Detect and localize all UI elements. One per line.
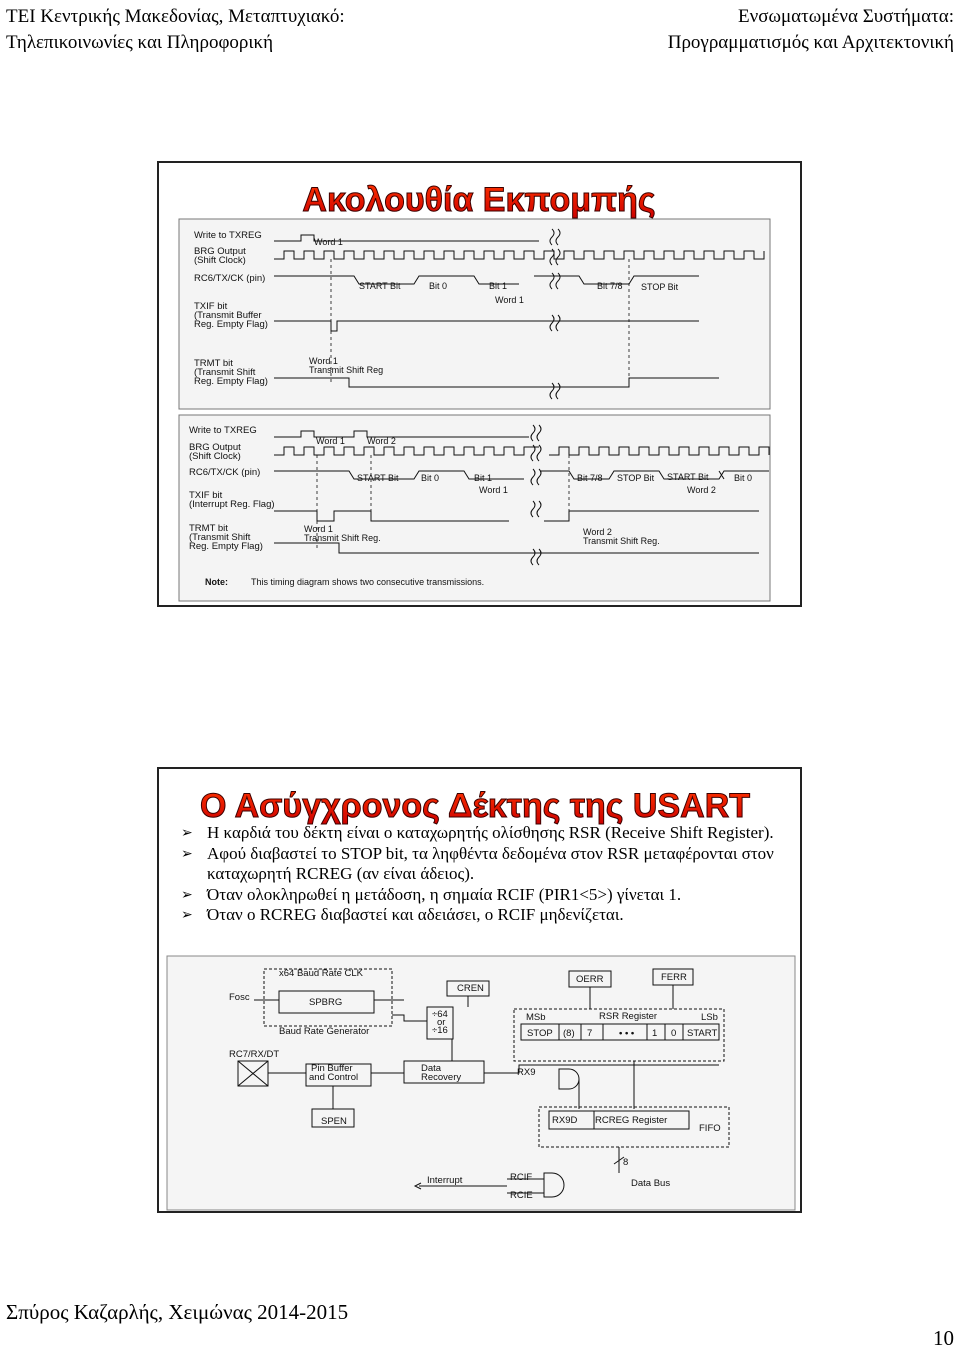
- label-data-recovery-2: Recovery: [421, 1072, 462, 1083]
- header-right-line1: Ενσωματωμένα Συστήματα:: [738, 6, 954, 27]
- label-spbrg: SPBRG: [309, 997, 343, 1008]
- header-left: [6, 4, 345, 56]
- label-spen: SPEN: [321, 1116, 347, 1127]
- sig2-trmt: TRMT bit: [189, 523, 228, 534]
- label-bus-width-8: 8: [623, 1157, 629, 1168]
- note-text: This timing diagram shows two consecutive transmissions.: [251, 577, 485, 587]
- arrow-bullet-icon: ➢: [181, 825, 193, 841]
- rsr-bit-stop: STOP: [527, 1028, 553, 1039]
- bullet-item: [177, 885, 792, 906]
- label-fifo: FIFO: [699, 1123, 721, 1134]
- header-left-line1: ΤΕΙ Κεντρικής Μακεδονίας, Μεταπτυχιακό:: [6, 6, 345, 27]
- arrow-bullet-icon: ➢: [181, 907, 193, 923]
- slide-transmit-sequence: [157, 161, 802, 607]
- label-bit0: Bit 0: [429, 281, 448, 291]
- sig2-trmt-3: Reg. Empty Flag): [189, 541, 263, 552]
- label2-word2-below: Word 2: [687, 485, 716, 495]
- rsr-bit-7: 7: [587, 1028, 593, 1039]
- rsr-bit-start: START: [687, 1028, 718, 1039]
- label2-trmt-shift2: Transmit Shift Reg.: [583, 536, 660, 546]
- sig-txif-3: Reg. Empty Flag): [194, 319, 268, 330]
- rsr-bit-0: 0: [671, 1028, 677, 1039]
- bullet-item: [177, 905, 792, 926]
- timing-diagram-single: [179, 219, 770, 409]
- label2-start-bit: START Bit: [357, 473, 399, 483]
- footer-author: Σπύρος Καζαρλής, Χειμώνας 2014-2015: [6, 1300, 349, 1324]
- sig2-txif-2: (Interrupt Reg. Flag): [189, 499, 275, 510]
- note-label: Note:: [205, 577, 228, 587]
- bullet-text-3: Όταν ολοκληρωθεί η μετάδοση, η σημαία RCIF (PIR1<5>) γίνεται 1.: [207, 884, 682, 904]
- slide2-bullet-list: [177, 823, 792, 926]
- label2-bit78: Bit 7/8: [577, 473, 603, 483]
- sig2-write-txreg: Write to TXREG: [189, 425, 257, 436]
- bullet-text-2: Αφού διαβαστεί το STOP bit, τα ληφθέντα δεδομένα στον RSR μεταφέρονται στον καταχωρητή RCREG (αν είναι άδειος).: [207, 843, 774, 883]
- usart-receiver-block-diagram: [167, 956, 795, 1210]
- label-rcreg-register: RCREG Register: [595, 1115, 668, 1126]
- bullet-item: [177, 844, 792, 885]
- sig-tx-pin: RC6/TX/CK (pin): [194, 273, 266, 284]
- label2-trmt-word2: Word 2: [583, 527, 612, 537]
- label-rx-pin: RC7/RX/DT: [229, 1049, 280, 1060]
- sig2-brg-output: BRG Output: [189, 442, 241, 453]
- sig-brg-output: BRG Output: [194, 246, 246, 257]
- label-rcif: RCIF: [510, 1172, 533, 1183]
- rsr-bit-dots: • • •: [619, 1028, 635, 1039]
- label2-word1-below: Word 1: [479, 485, 508, 495]
- label-ferr: FERR: [661, 972, 687, 983]
- sig-trmt-3: Reg. Empty Flag): [194, 376, 268, 387]
- label2-start-bit2: START Bit: [667, 472, 709, 482]
- label2-word2: Word 2: [367, 436, 396, 446]
- bullet-text-1: Η καρδιά του δέκτη είναι ο καταχωρητής ολίσθησης RSR (Receive Shift Register).: [207, 823, 774, 842]
- label-interrupt: Interrupt: [427, 1175, 463, 1186]
- label-rx9d: RX9D: [552, 1115, 578, 1126]
- slide2-title: Ο Ασύγχρονος Δέκτης της USART: [199, 787, 751, 825]
- header-right: [668, 4, 954, 56]
- label-word1: Word 1: [314, 237, 343, 247]
- label-rx9: RX9: [517, 1067, 536, 1078]
- label-lsb: LSb: [701, 1012, 718, 1023]
- label-start-bit: START Bit: [359, 281, 401, 291]
- label-rcie: RCIE: [510, 1190, 533, 1201]
- arrow-bullet-icon: ➢: [181, 845, 193, 862]
- sig-trmt-2: (Transmit Shift: [194, 367, 256, 378]
- label-msb: MSb: [526, 1012, 546, 1023]
- label-word1-below: Word 1: [495, 295, 524, 305]
- label-trmt-word1: Word 1: [309, 356, 338, 366]
- label2-bit1: Bit 1: [474, 473, 493, 483]
- label2-bit0-2: Bit 0: [734, 473, 753, 483]
- label-pin-buffer-1: Pin Buffer: [311, 1063, 353, 1074]
- label-pin-buffer-2: and Control: [309, 1072, 359, 1083]
- label-oerr: OERR: [576, 974, 604, 985]
- page-number: 10: [933, 1326, 954, 1350]
- rsr-bit-1: 1: [652, 1028, 658, 1039]
- transmit-timing-diagrams: [159, 163, 800, 605]
- label-rsr-register: RSR Register: [599, 1011, 658, 1022]
- label-div16: ÷16: [432, 1025, 448, 1036]
- sig2-shift-clock: (Shift Clock): [189, 451, 241, 462]
- label-stop-bit: STOP Bit: [641, 282, 679, 292]
- slide1-title: Ακολουθία Εκπομπής: [302, 181, 656, 219]
- slide-async-receiver: [157, 767, 802, 1213]
- rsr-bit-8: (8): [563, 1028, 575, 1039]
- label-or: or: [437, 1017, 446, 1028]
- label-data-bus: Data Bus: [631, 1178, 671, 1189]
- label-bit1: Bit 1: [489, 281, 508, 291]
- label2-trmt-shift1: Transmit Shift Reg.: [304, 533, 381, 543]
- sig-txif-2: (Transmit Buffer: [194, 310, 262, 321]
- timing-diagram-consecutive: [179, 415, 770, 601]
- sig2-tx-pin: RC6/TX/CK (pin): [189, 467, 261, 478]
- sig2-trmt-2: (Transmit Shift: [189, 532, 251, 543]
- label-fosc: Fosc: [229, 992, 250, 1003]
- label-trmt-shift: Transmit Shift Reg: [309, 365, 384, 375]
- header-left-line2: Τηλεπικοινωνίες και Πληροφορική: [6, 32, 274, 53]
- sig-shift-clock: (Shift Clock): [194, 255, 246, 266]
- sig2-txif: TXIF bit: [189, 490, 223, 501]
- label-data-recovery-1: Data: [421, 1063, 442, 1074]
- label2-word1: Word 1: [316, 436, 345, 446]
- sig-trmt: TRMT bit: [194, 358, 233, 369]
- label-div64: ÷64: [432, 1009, 448, 1020]
- label2-stop-bit: STOP Bit: [617, 473, 655, 483]
- label-bit78: Bit 7/8: [597, 281, 623, 291]
- bullet-item: [177, 823, 792, 844]
- label2-bit0: Bit 0: [421, 473, 440, 483]
- bullet-text-4: Όταν ο RCREG διαβαστεί και αδειάσει, ο RCIF μηδενίζεται.: [207, 905, 624, 924]
- header-right-line2: Προγραμματισμός και Αρχιτεκτονική: [667, 32, 954, 53]
- label-x64-baud: x64 Baud Rate CLK: [279, 968, 363, 979]
- sig-write-txreg: Write to TXREG: [194, 230, 262, 241]
- sig-txif: TXIF bit: [194, 301, 228, 312]
- arrow-bullet-icon: ➢: [181, 886, 193, 903]
- label-cren: CREN: [457, 983, 484, 994]
- label-brg: Baud Rate Generator: [279, 1026, 370, 1037]
- label2-trmt-word1: Word 1: [304, 524, 333, 534]
